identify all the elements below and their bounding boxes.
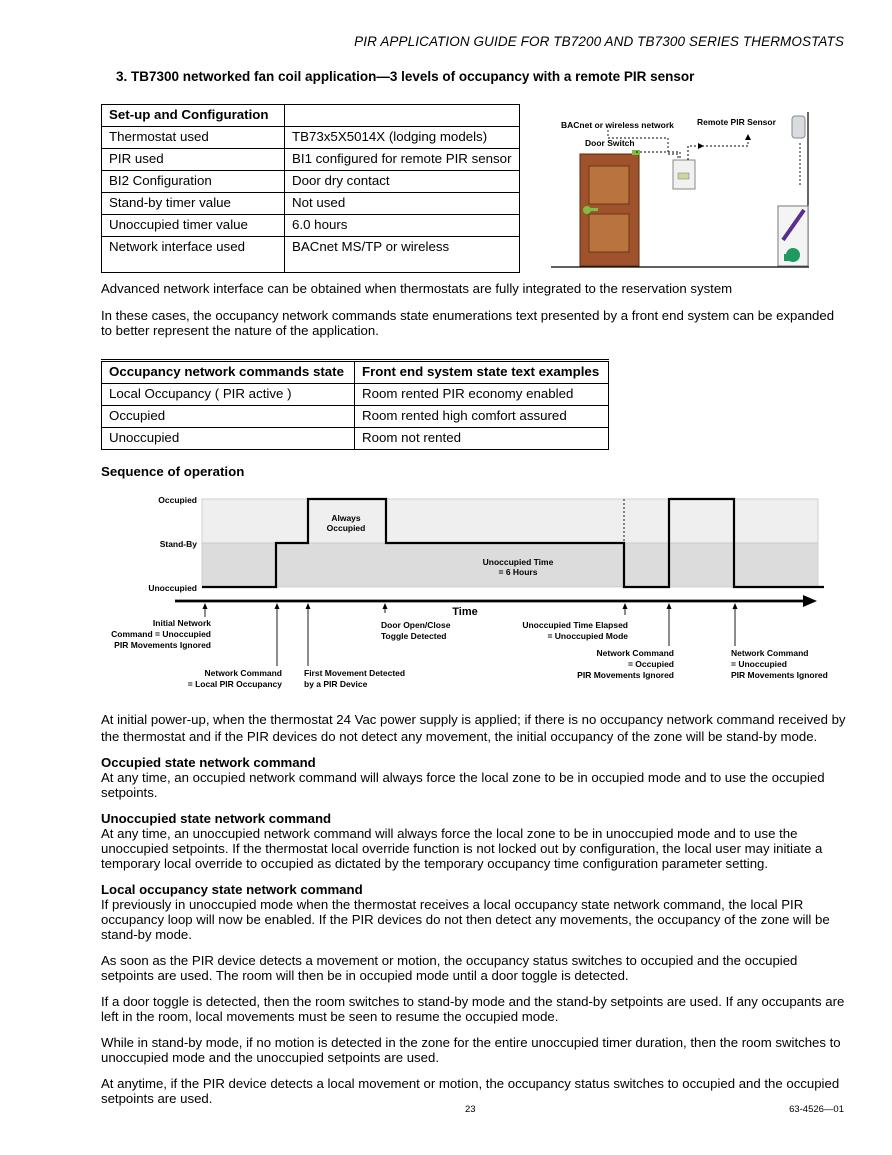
table-header-cell: Occupancy network commands state <box>102 361 355 384</box>
svg-text:Occupied: Occupied <box>326 523 366 533</box>
page-header: PIR APPLICATION GUIDE FOR TB7200 AND TB7300 SERIES THERMOSTATS <box>354 34 844 49</box>
subheading: Occupied state network command <box>101 755 316 770</box>
table-cell: Unoccupied <box>102 428 355 450</box>
setup-table <box>101 104 520 273</box>
table-header-cell <box>285 105 520 127</box>
table-cell: BI1 configured for remote PIR sensor <box>285 149 520 171</box>
svg-text:= Occupied: = Occupied <box>627 659 674 669</box>
door-switch-icon <box>632 150 640 155</box>
table-row <box>102 237 520 273</box>
subheading: Local occupancy state network command <box>101 882 363 897</box>
table-row <box>102 384 609 406</box>
table-cell: Unoccupied timer value <box>102 215 285 237</box>
paragraph: If a door toggle is detected, then the room switches to stand-by mode and the stand-by setpoints are used. If any occupants are left in the room, local movements must be seen to resume the occupied mode. <box>101 994 845 1024</box>
table-cell: TB73x5X5014X (lodging models) <box>285 127 520 149</box>
table-row <box>102 215 520 237</box>
table-cell: BI2 Configuration <box>102 171 285 193</box>
event-label: Network Command <box>596 648 674 658</box>
unoccupied-time-label: Unoccupied Time <box>482 557 554 567</box>
event-label: Initial Network <box>152 618 211 628</box>
paragraph: At anytime, if the PIR device detects a local movement or motion, the occupancy status switches to occupied and the occupied setpoints are used. <box>101 1076 840 1106</box>
time-arrow-icon <box>803 595 817 607</box>
door-switch-label: Door Switch <box>585 138 635 148</box>
table-row <box>102 127 520 149</box>
table-row <box>102 149 520 171</box>
body-text <box>101 711 846 1106</box>
table-cell: Not used <box>285 193 520 215</box>
level-label-occupied: Occupied <box>158 495 197 505</box>
table-cell: Occupied <box>102 406 355 428</box>
table-cell: Thermostat used <box>102 127 285 149</box>
occupied-band <box>202 499 818 543</box>
table-cell: BACnet MS/TP or wireless <box>285 237 520 273</box>
door-switch-wire <box>636 152 680 160</box>
table-row <box>102 171 520 193</box>
table-cell: 6.0 hours <box>285 215 520 237</box>
table-header-cell: Front end system state text examples <box>355 361 609 384</box>
event-label: Door Open/Close <box>381 620 451 630</box>
svg-text:= Unoccupied Mode: = Unoccupied Mode <box>547 631 628 641</box>
table-cell: Local Occupancy ( PIR active ) <box>102 384 355 406</box>
svg-text:PIR Movements Ignored: PIR Movements Ignored <box>577 670 674 680</box>
paragraph: If previously in unoccupied mode when the thermostat receives a local occupancy state network command, the local PIR occupancy loop will now be enabled. If the PIR devices do not then detect any movements, the occupancy of the zone will be stand-by mode. <box>101 897 830 942</box>
svg-text:PIR Movements Ignored: PIR Movements Ignored <box>114 640 211 650</box>
svg-text:= 6 Hours: = 6 Hours <box>498 567 538 577</box>
table-header-row <box>102 361 609 384</box>
table-row <box>102 428 609 450</box>
pir-wire <box>688 138 748 160</box>
time-axis-label: Time <box>452 606 478 618</box>
event-label: Network Command <box>731 648 809 658</box>
sequence-title: Sequence of operation <box>101 464 245 479</box>
table-cell: Stand-by timer value <box>102 193 285 215</box>
paragraph: At initial power-up, when the thermostat 24 Vac power supply is applied; if there is no occupancy network command received by the thermostat and if the PIR devices do not detect any movement, the initial occupancy of the zone will be stand-by mode. <box>101 712 846 744</box>
table-row <box>102 406 609 428</box>
event-label: First Movement Detected <box>304 668 406 678</box>
table-cell: Room rented high comfort assured <box>355 406 609 428</box>
svg-text:= Unoccupied: = Unoccupied <box>731 659 787 669</box>
level-label-standby: Stand-By <box>159 539 197 549</box>
table-cell: Network interface used <box>102 237 285 273</box>
svg-text:Toggle Detected: Toggle Detected <box>381 631 447 641</box>
table-cell: Room rented PIR economy enabled <box>355 384 609 406</box>
table-row <box>102 193 520 215</box>
svg-text:= Local PIR Occupancy: = Local PIR Occupancy <box>187 679 282 689</box>
document-number: 63-4526—01 <box>789 1104 844 1115</box>
door-panel-top <box>589 166 629 204</box>
paragraph: At any time, an occupied network command will always force the local zone to be in occupied mode and to use the occupied setpoints. <box>101 770 825 800</box>
svg-text:PIR Movements Ignored: PIR Movements Ignored <box>731 670 828 680</box>
paragraph: In these cases, the occupancy network commands state enumerations text presented by a front end system can be expanded to better represent the nature of the application. <box>101 308 835 338</box>
occupancy-table <box>101 359 609 450</box>
page-number: 23 <box>465 1104 476 1115</box>
network-label: BACnet or wireless network <box>561 120 674 130</box>
paragraph: At any time, an unoccupied network command will always force the local zone to be in unoccupied mode and to use the unoccupied setpoints. If the thermostat local override function is not locked out by configuration, the local user may initiate a temporary local override to occupied as dictated by the temporary occupancy time configuration parameter setting. <box>101 826 823 871</box>
svg-text:Command = Unoccupied: Command = Unoccupied <box>111 629 211 639</box>
table-cell: Room not rented <box>355 428 609 450</box>
subheading: Unoccupied state network command <box>101 811 332 826</box>
table-cell: PIR used <box>102 149 285 171</box>
timing-diagram <box>95 488 845 693</box>
paragraph: Advanced network interface can be obtained when thermostats are fully integrated to the reservation system <box>101 281 733 296</box>
door-panel-bottom <box>589 214 629 252</box>
paragraph: As soon as the PIR device detects a movement or motion, the occupancy status switches to occupied and the occupied setpoints are used. The room will then be in occupied mode until a door toggle is detected. <box>101 953 798 983</box>
table-header-cell: Set-up and Configuration <box>102 105 285 127</box>
svg-text:by a PIR Device: by a PIR Device <box>304 679 368 689</box>
room-diagram <box>548 108 812 270</box>
pir-sensor-label: Remote PIR Sensor <box>697 117 776 127</box>
level-label-unoccupied: Unoccupied <box>148 583 197 593</box>
always-occupied-label: Always <box>331 513 361 523</box>
section-title: 3. TB7300 networked fan coil application—3 levels of occupancy with a remote PIR sensor <box>116 69 695 84</box>
table-cell: Door dry contact <box>285 171 520 193</box>
event-label: Network Command <box>204 668 282 678</box>
paragraph: While in stand-by mode, if no motion is detected in the zone for the entire unoccupied timer duration, then the room switches to unoccupied mode and the unoccupied setpoints are used. <box>101 1035 841 1065</box>
event-label: Unoccupied Time Elapsed <box>522 620 628 630</box>
table-header-row <box>102 105 520 127</box>
pir-sensor-icon <box>792 116 805 138</box>
